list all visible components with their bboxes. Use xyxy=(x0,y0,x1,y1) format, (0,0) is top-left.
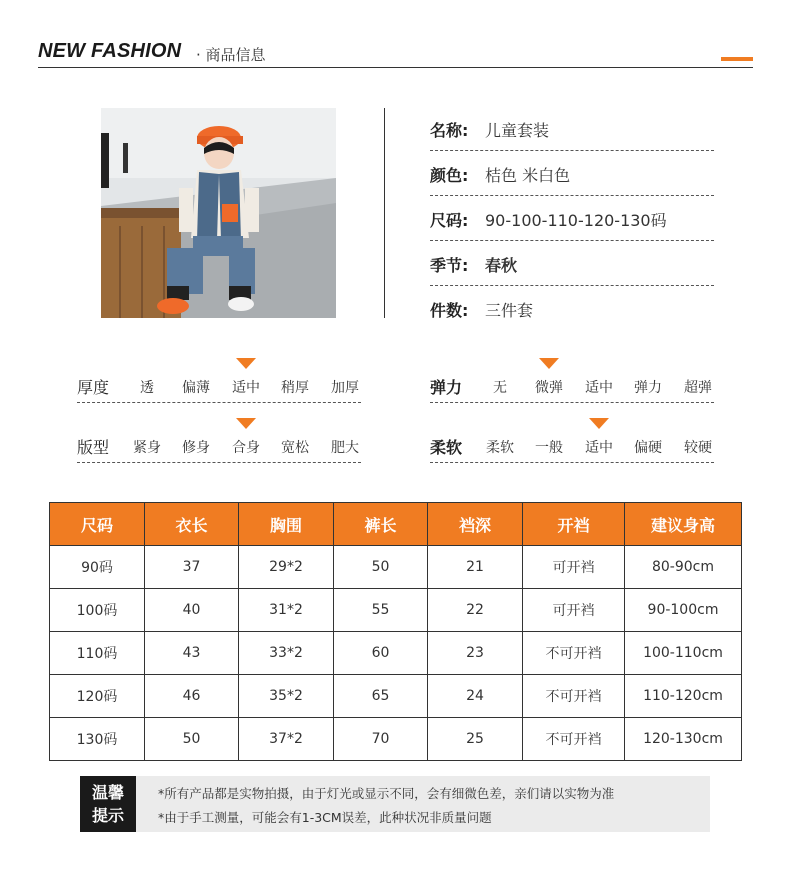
info-row-size xyxy=(430,196,714,241)
table-cell: 65 xyxy=(334,675,428,718)
scale-fit xyxy=(77,418,361,463)
table-cell: 43 xyxy=(145,632,239,675)
table-cell: 可开裆 xyxy=(523,589,625,632)
info-value: 三件套 xyxy=(485,301,534,320)
info-row-season xyxy=(430,241,714,286)
selected-indicator-icon xyxy=(539,358,559,369)
scale-option: 修身 xyxy=(182,440,210,456)
section-subtitle: · 商品信息 xyxy=(196,46,266,64)
scale-option: 无 xyxy=(493,380,507,396)
scale-label: 弹力 xyxy=(430,378,463,397)
table-row xyxy=(50,546,742,589)
table-cell: 21 xyxy=(428,546,523,589)
header-divider xyxy=(38,67,753,68)
table-cell: 不可开裆 xyxy=(523,632,625,675)
scale-option: 适中 xyxy=(585,440,613,456)
table-header-cell: 衣长 xyxy=(145,503,239,546)
scale-option: 紧身 xyxy=(133,440,161,456)
table-cell: 120码 xyxy=(50,675,145,718)
table-cell: 35*2 xyxy=(239,675,334,718)
info-value: 90-100-110-120-130码 xyxy=(485,211,667,230)
scale-option: 较硬 xyxy=(684,440,712,456)
table-cell: 120-130cm xyxy=(625,718,742,761)
table-cell: 130码 xyxy=(50,718,145,761)
scale-option: 合身 xyxy=(232,440,260,456)
table-cell: 46 xyxy=(145,675,239,718)
table-cell: 90-100cm xyxy=(625,589,742,632)
vertical-divider xyxy=(384,108,385,318)
notice-text: *所有产品都是实物拍摄，由于灯光或显示不同，会有细微色差，亲们请以实物为准 xyxy=(158,786,615,801)
scale-option: 超弹 xyxy=(684,380,712,396)
header-accent-bar xyxy=(721,57,753,61)
table-row xyxy=(50,632,742,675)
table-cell: 可开裆 xyxy=(523,546,625,589)
scale-label: 版型 xyxy=(77,438,110,457)
table-cell: 110-120cm xyxy=(625,675,742,718)
selected-indicator-icon xyxy=(589,418,609,429)
info-value: 桔色 米白色 xyxy=(485,166,571,185)
table-cell: 110码 xyxy=(50,632,145,675)
notice-text: *由于手工测量，可能会有1-3CM误差，此种状况非质量问题 xyxy=(158,810,492,825)
info-label: 尺码: xyxy=(430,211,469,230)
table-cell: 70 xyxy=(334,718,428,761)
table-cell: 33*2 xyxy=(239,632,334,675)
table-header-cell: 胸围 xyxy=(239,503,334,546)
scale-option: 加厚 xyxy=(331,380,359,396)
info-value: 春秋 xyxy=(485,256,518,275)
table-row xyxy=(50,589,742,632)
info-row-name xyxy=(430,106,714,151)
info-label: 颜色: xyxy=(430,166,469,185)
info-row-color xyxy=(430,151,714,196)
table-header-cell: 裆深 xyxy=(428,503,523,546)
notice-box xyxy=(80,776,710,832)
scale-thickness xyxy=(77,358,361,403)
scale-option: 适中 xyxy=(232,380,260,396)
info-row-pieces xyxy=(430,286,714,331)
info-label: 件数: xyxy=(430,301,469,320)
scale-option: 偏薄 xyxy=(182,380,210,396)
table-cell: 31*2 xyxy=(239,589,334,632)
notice-tag-line: 温馨 xyxy=(91,783,124,802)
selected-indicator-icon xyxy=(236,358,256,369)
table-cell: 80-90cm xyxy=(625,546,742,589)
table-cell: 22 xyxy=(428,589,523,632)
notice-tag-line: 提示 xyxy=(91,806,124,825)
brand-title: NEW FASHION xyxy=(38,40,182,62)
scale-elasticity xyxy=(430,358,714,403)
table-cell: 50 xyxy=(145,718,239,761)
table-header-cell: 裤长 xyxy=(334,503,428,546)
info-label: 名称: xyxy=(430,121,469,140)
info-value: 儿童套装 xyxy=(485,121,550,140)
scale-option: 适中 xyxy=(585,380,613,396)
table-header-cell: 建议身高 xyxy=(625,503,742,546)
product-photo xyxy=(101,108,336,318)
table-row xyxy=(50,675,742,718)
table-cell: 不可开裆 xyxy=(523,675,625,718)
scale-option: 稍厚 xyxy=(281,380,309,396)
selected-indicator-icon xyxy=(236,418,256,429)
scale-option: 偏硬 xyxy=(634,440,662,456)
table-cell: 55 xyxy=(334,589,428,632)
scale-option: 弹力 xyxy=(634,380,662,396)
scale-option: 一般 xyxy=(535,440,563,456)
table-header-cell: 开裆 xyxy=(523,503,625,546)
table-cell: 60 xyxy=(334,632,428,675)
table-cell: 40 xyxy=(145,589,239,632)
table-cell: 不可开裆 xyxy=(523,718,625,761)
table-row xyxy=(50,718,742,761)
table-cell: 50 xyxy=(334,546,428,589)
table-cell: 100码 xyxy=(50,589,145,632)
table-cell: 100-110cm xyxy=(625,632,742,675)
scale-label: 柔软 xyxy=(430,438,463,457)
scale-label: 厚度 xyxy=(77,378,110,397)
table-cell: 90码 xyxy=(50,546,145,589)
scale-option: 透 xyxy=(140,380,154,396)
table-cell: 25 xyxy=(428,718,523,761)
table-cell: 37 xyxy=(145,546,239,589)
table-header-row xyxy=(50,503,742,546)
scale-option: 宽松 xyxy=(281,440,309,456)
scale-option: 柔软 xyxy=(486,440,514,456)
scale-softness xyxy=(430,418,714,463)
table-header-cell: 尺码 xyxy=(50,503,145,546)
size-table xyxy=(49,502,742,761)
notice-tag xyxy=(80,776,136,832)
scale-option: 肥大 xyxy=(331,440,359,456)
table-cell: 24 xyxy=(428,675,523,718)
table-cell: 37*2 xyxy=(239,718,334,761)
table-cell: 29*2 xyxy=(239,546,334,589)
scale-option: 微弹 xyxy=(535,380,563,396)
info-label: 季节: xyxy=(430,256,469,275)
table-cell: 23 xyxy=(428,632,523,675)
